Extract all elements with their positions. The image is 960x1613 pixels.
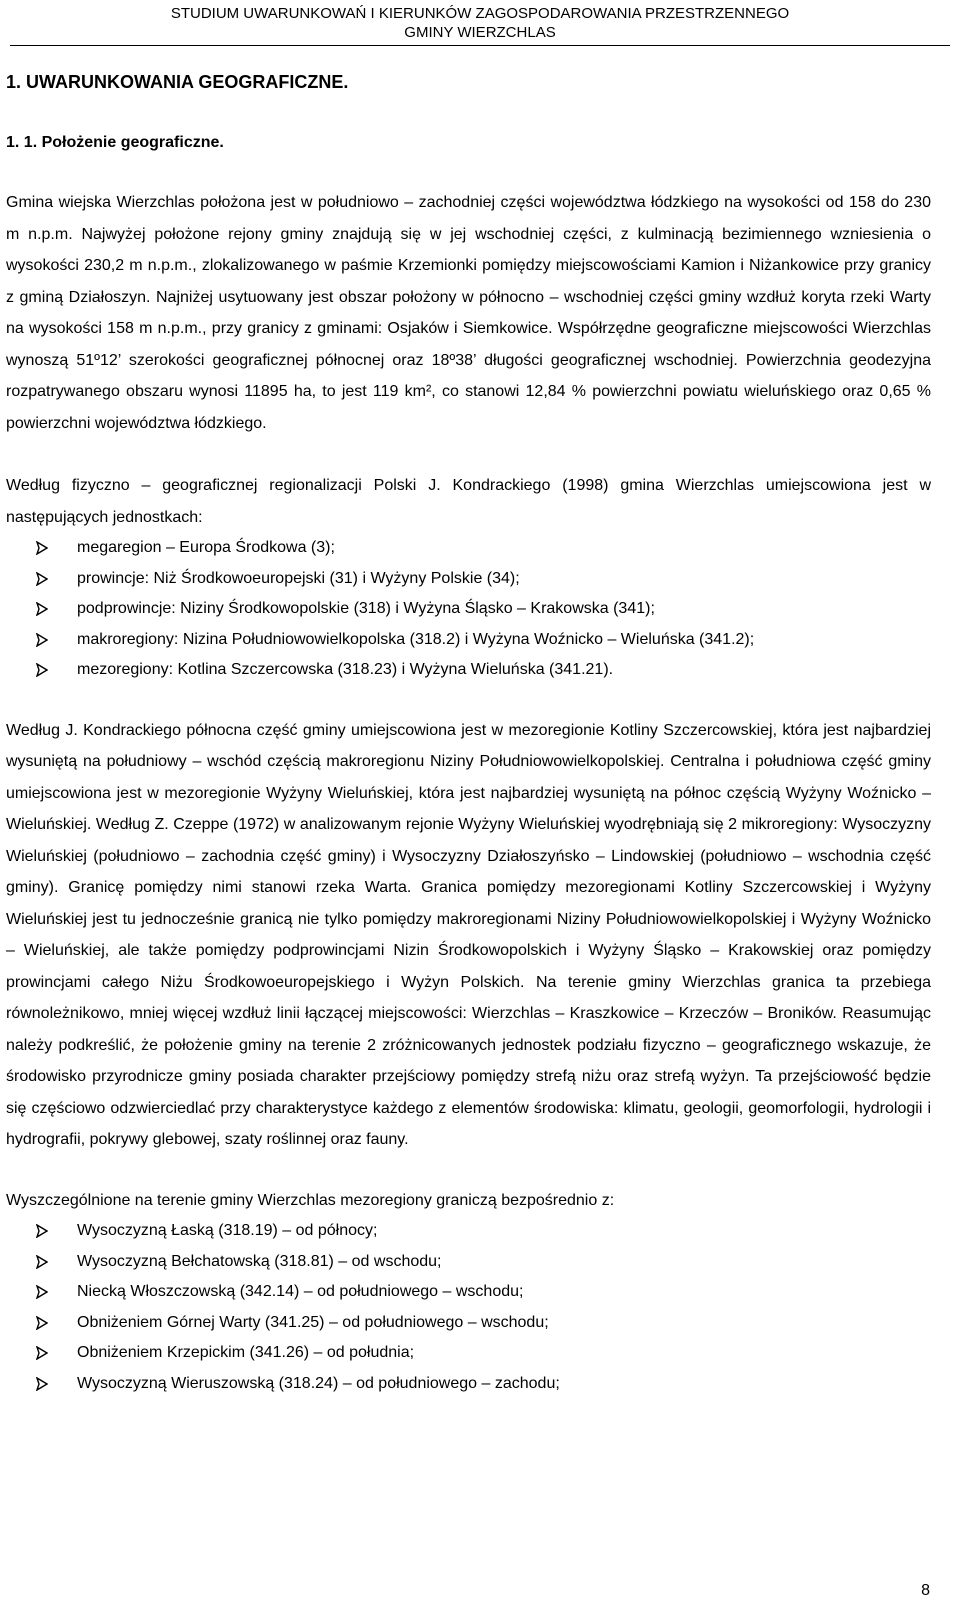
list-item (6, 625, 931, 656)
list-item-text: Wysoczyzną Wieruszowską (318.24) – od południowego – zachodu; (77, 1374, 560, 1392)
paragraph-regionalization: Według fizyczno – geograficznej regionalizacji Polski J. Kondrackiego (1998) gmina Wierzchlas umiejscowiona jest w następujących jednostkach: (6, 477, 931, 526)
arrowhead-bullet-icon (36, 1338, 54, 1360)
section-title: 1. UWARUNKOWANIA GEOGRAFICZNE. (6, 72, 349, 92)
paragraph-location: Gmina wiejska Wierzchlas położona jest w południowo – zachodniej części województwa łódzkiego na wysokości od 158 do 230 m n.p.m. Najwyżej położone rejony gminy znajdują się w jej wschodniej części, z kulminacją bezimiennego wzniesienia o wysokości 230,2 m n.p.m., zlokalizowanego w paśmie Krzemionki pomiędzy miejscowościami Kamion i Niżankowice przy granicy z gminą Działoszyn. Najniżej usytuowany jest obszar położony w północno – wschodniej części gminy wzdłuż koryta rzeki Warty na wysokości 158 m n.p.m., przy granicy z gminami: Osjaków i Siemkowice. Współrzędne geograficzne miejscowości Wierzchlas wynoszą 51º12’ szerokości geograficznej północnej oraz 18º38’ długości geograficznej wschodniej. Powierzchnia geodezyjna rozpatrywanego obszaru wynosi 11895 ha, to jest 119 km², co stanowi 12,84 % powierzchni powiatu wieluńskiego oraz 0,65 % powierzchni województwa łódzkiego. (6, 194, 931, 432)
arrowhead-bullet-icon (36, 594, 54, 616)
regional-units-list (6, 533, 931, 686)
list-item-text: podprowincje: Niziny Środkowopolskie (318) i Wyżyna Śląsko – Krakowska (341); (77, 600, 655, 617)
arrowhead-bullet-icon (36, 533, 54, 555)
subsection-title: 1. 1. Położenie geograficzne. (6, 134, 224, 151)
arrowhead-bullet-icon (36, 1247, 54, 1269)
list-item-text: megaregion – Europa Środkowa (3); (77, 539, 335, 556)
header-line-2: GMINY WIERZCHLAS (404, 24, 556, 41)
list-item (6, 655, 931, 686)
header-line-1: STUDIUM UWARUNKOWAŃ I KIERUNKÓW ZAGOSPODAROWANIA PRZESTRZENNEGO (170, 5, 790, 22)
list-item-text: Wysoczyzną Bełchatowską (318.81) – od wschodu; (77, 1252, 442, 1270)
list-item (6, 1277, 931, 1308)
list-item (6, 533, 931, 564)
list-item (6, 594, 931, 625)
page-number: 8 (921, 1582, 930, 1599)
paragraph-mesoregions: Według J. Kondrackiego północna część gminy umiejscowiona jest w mezoregionie Kotliny Szczercowskiej, która jest najbardziej wysuniętą na południowy – wschód częścią makroregionu Niziny Południowowielkopolskiej. Centralna i południowa część gminy umiejscowiona jest w mezoregionie Wyżyny Wieluńskiej, która jest najbardziej wysuniętą na północ częścią Wyżyny Woźnicko – Wieluńskiej. Według Z. Czeppe (1972) w analizowanym rejonie Wyżyny Wieluńskiej wyodrębniają się 2 mikroregiony: Wysoczyzny Wieluńskiej (południowo – zachodnia część gminy) i Wysoczyzny Działoszyńsko – Lindowskiej (południowo – wschodnia część gminy). Granicę pomiędzy nimi stanowi rzeka Warta. Granica pomiędzy mezoregionami Kotliny Szczercowskiej i Wyżyny Wieluńskiej jest tu jednocześnie granicą nie tylko pomiędzy makroregionami Niziny Południowowielkopolskiej i Wyżyny Woźnicko – Wieluńskiej, ale także pomiędzy podprowincjami Nizin Środkowopolskich i Wyżyny Śląsko – Krakowskiej oraz pomiędzy prowincjami całego Niżu Środkowoeuropejskiego i Wyżyn Polskich. Na terenie gminy Wierzchlas granica ta przebiega równoleżnikowo, mniej więcej wzdłuż linii łączącej miejscowości: Wierzchlas – Kraszkowice – Krzeczów – Broników. Reasumując należy podkreślić, że położenie gminy na terenie 2 zróżnicowanych jednostek podziału fizyczno – geograficznego wskazuje, że środowisko przyrodnicze gminy posiada charakter przejściowy pomiędzy strefą niżu oraz strefą wyżyn. Ta przejściowość będzie się częściowo odzwierciedlać przy charakterystyce każdego z elementów środowiska: klimatu, geologii, geomorfologii, hydrologii i hydrografii, pokrywy glebowej, szaty roślinnej oraz fauny. (6, 721, 931, 1148)
arrowhead-bullet-icon (36, 1308, 54, 1330)
arrowhead-bullet-icon (36, 1277, 54, 1299)
neighbouring-mesoregions-list (6, 1216, 931, 1399)
list-item-text: Obniżeniem Górnej Warty (341.25) – od południowego – wschodu; (77, 1313, 549, 1331)
list-item (6, 1216, 931, 1247)
list-item-text: Obniżeniem Krzepickim (341.26) – od południa; (77, 1344, 415, 1361)
list-item (6, 1247, 931, 1278)
arrowhead-bullet-icon (36, 1216, 54, 1238)
arrowhead-bullet-icon (36, 625, 54, 647)
paragraph-neighbours-intro: Wyszczególnione na terenie gminy Wierzchlas mezoregiony graniczą bezpośrednio z: (6, 1191, 615, 1209)
arrowhead-bullet-icon (36, 655, 54, 677)
document-body (6, 70, 931, 1399)
list-item (6, 1338, 931, 1369)
list-item-text: Niecką Włoszczowską (342.14) – od południowego – wschodu; (77, 1283, 524, 1300)
list-item-text: Wysoczyzną Łaską (318.19) – od północy; (77, 1222, 378, 1239)
list-item-text: prowincje: Niż Środkowoeuropejski (31) i Wyżyny Polskie (34); (77, 569, 520, 587)
arrowhead-bullet-icon (36, 564, 54, 586)
list-item-text: mezoregiony: Kotlina Szczercowska (318.23) i Wyżyna Wieluńska (341.21). (77, 661, 614, 678)
list-item-text: makroregiony: Nizina Południowowielkopolska (318.2) i Wyżyna Woźnicko – Wieluńska (341.2); (77, 630, 755, 648)
list-item (6, 1369, 931, 1400)
list-item (6, 564, 931, 595)
header-divider (10, 45, 950, 46)
page-header (0, 4, 960, 42)
list-item (6, 1308, 931, 1339)
arrowhead-bullet-icon (36, 1369, 54, 1391)
